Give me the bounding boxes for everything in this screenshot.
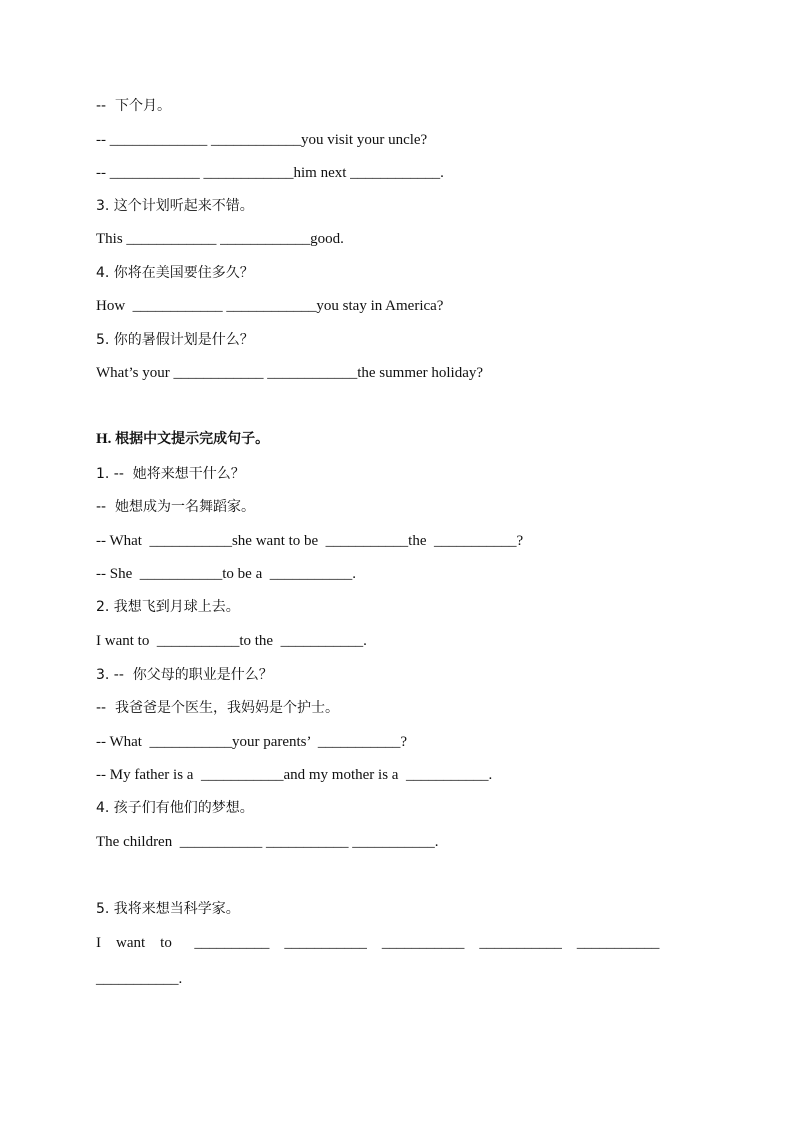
h-line-9: -- What ___________your parents’ ___________? bbox=[96, 734, 408, 750]
text-line-9: What’s your ____________ ____________the summer holiday? bbox=[96, 365, 484, 381]
text-line-1: -- 下个月。 bbox=[96, 98, 172, 114]
text-line-5: This ____________ ____________good. bbox=[96, 231, 344, 247]
text-line-2: -- _____________ ____________you visit your uncle? bbox=[96, 132, 428, 148]
h-line-1: 1. -- 她将来想干什么？ bbox=[96, 466, 245, 482]
h-line-6: I want to ___________to the ___________. bbox=[96, 633, 367, 649]
text-line-3: -- ____________ ____________him next ____________. bbox=[96, 165, 444, 181]
h-line-8: -- 我爸爸是个医生，我妈妈是个护士。 bbox=[96, 700, 340, 716]
text-line-6: 4. 你将在美国要住多久？ bbox=[96, 265, 254, 281]
section-h-label: H. bbox=[96, 431, 112, 447]
h-line-7: 3. -- 你父母的职业是什么？ bbox=[96, 667, 273, 683]
h-line-4: -- She ___________to be a ___________. bbox=[96, 566, 356, 582]
h-line-12: The children ___________ ___________ ___________. bbox=[96, 834, 439, 850]
h-line-15: ___________. bbox=[96, 971, 183, 987]
section-h-heading bbox=[96, 429, 269, 449]
section-h-title: 根据中文提示完成句子。 bbox=[115, 431, 270, 447]
h-line-2: -- 她想成为一名舞蹈家。 bbox=[96, 499, 256, 515]
h-line-10: -- My father is a ___________and my mother is a ___________. bbox=[96, 767, 493, 783]
text-line-8: 5. 你的暑假计划是什么？ bbox=[96, 332, 254, 348]
text-line-7: How ____________ ____________you stay in America? bbox=[96, 298, 444, 314]
h-line-11: 4. 孩子们有他们的梦想。 bbox=[96, 800, 254, 816]
h-line-14: I want to __________ ___________ ___________ ___________ ___________ bbox=[96, 935, 660, 951]
h-line-3: -- What ___________she want to be ___________the ___________? bbox=[96, 533, 524, 549]
h-line-13: 5. 我将来想当科学家。 bbox=[96, 901, 240, 917]
text-line-4: 3. 这个计划听起来不错。 bbox=[96, 198, 254, 214]
h-line-5: 2. 我想飞到月球上去。 bbox=[96, 599, 240, 615]
